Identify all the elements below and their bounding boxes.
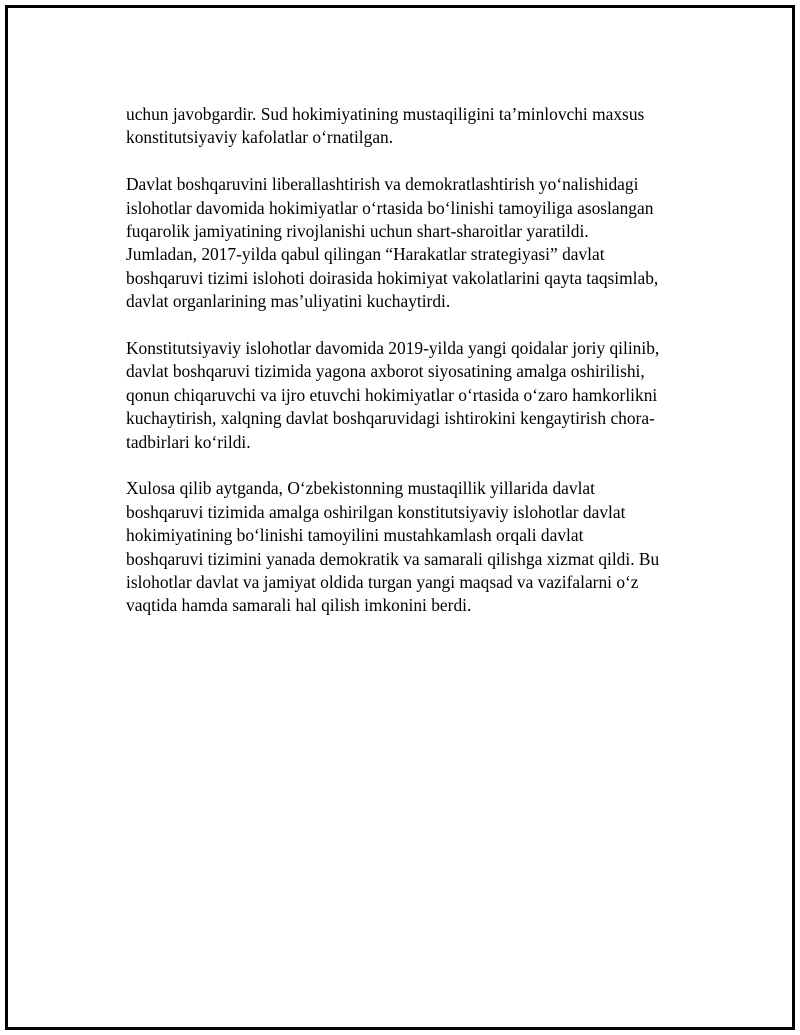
paragraph-4	[126, 477, 698, 617]
text-line: davlat boshqaruvi tizimida yagona axborot siyosatining amalga oshirilishi,	[126, 361, 645, 382]
paragraph-2	[126, 173, 698, 313]
text-line: fuqarolik jamiyatining rivojlanishi uchun shart-sharoitlar yaratildi.	[126, 221, 589, 242]
text-line: davlat organlarining masʼuliyatini kuchaytirdi.	[126, 291, 451, 312]
text-line: islohotlar davomida hokimiyatlar oʻrtasida boʻlinishi tamoyiliga asoslangan	[126, 197, 654, 218]
text-line: boshqaruvi tizimini yanada demokratik va samarali qilishga xizmat qildi. Bu	[126, 548, 660, 569]
paragraph-3	[126, 337, 698, 454]
text-line: hokimiyatining boʻlinishi tamoyilini mustahkamlash orqali davlat	[126, 525, 584, 546]
text-line: uchun javobgardir. Sud hokimiyatining mustaqiligini taʼminlovchi maxsus	[126, 104, 645, 124]
paragraph-1	[126, 103, 698, 150]
text-line: boshqaruvi tizimida amalga oshirilgan konstitutsiyaviy islohotlar davlat	[126, 501, 626, 522]
document-body	[126, 103, 698, 618]
text-line: Konstitutsiyaviy islohotlar davomida 2019-yilda yangi qoidalar joriy qilinib,	[126, 338, 660, 359]
page-frame	[5, 5, 795, 1030]
text-line: qonun chiqaruvchi va ijro etuvchi hokimiyatlar oʻrtasida oʻzaro hamkorlikni	[126, 384, 658, 405]
text-line: Davlat boshqaruvini liberallashtirish va demokratlashtirish yoʻnalishidagi	[126, 174, 639, 195]
text-line: islohotlar davlat va jamiyat oldida turgan yangi maqsad va vazifalarni oʻz	[126, 572, 639, 593]
text-line: Jumladan, 2017-yilda qabul qilingan “Harakatlar strategiyasi” davlat	[126, 244, 605, 265]
text-line: tadbirlari koʻrildi.	[126, 431, 251, 452]
text-line: kuchaytirish, xalqning davlat boshqaruvidagi ishtirokini kengaytirish chora-	[126, 408, 655, 429]
text-line: Xulosa qilib aytganda, Oʻzbekistonning mustaqillik yillarida davlat	[126, 478, 595, 499]
text-line: boshqaruvi tizimi islohoti doirasida hokimiyat vakolatlarini qayta taqsimlab,	[126, 267, 659, 288]
text-line: konstitutsiyaviy kafolatlar oʻrnatilgan.	[126, 127, 394, 148]
text-line: vaqtida hamda samarali hal qilish imkonini berdi.	[126, 595, 472, 616]
